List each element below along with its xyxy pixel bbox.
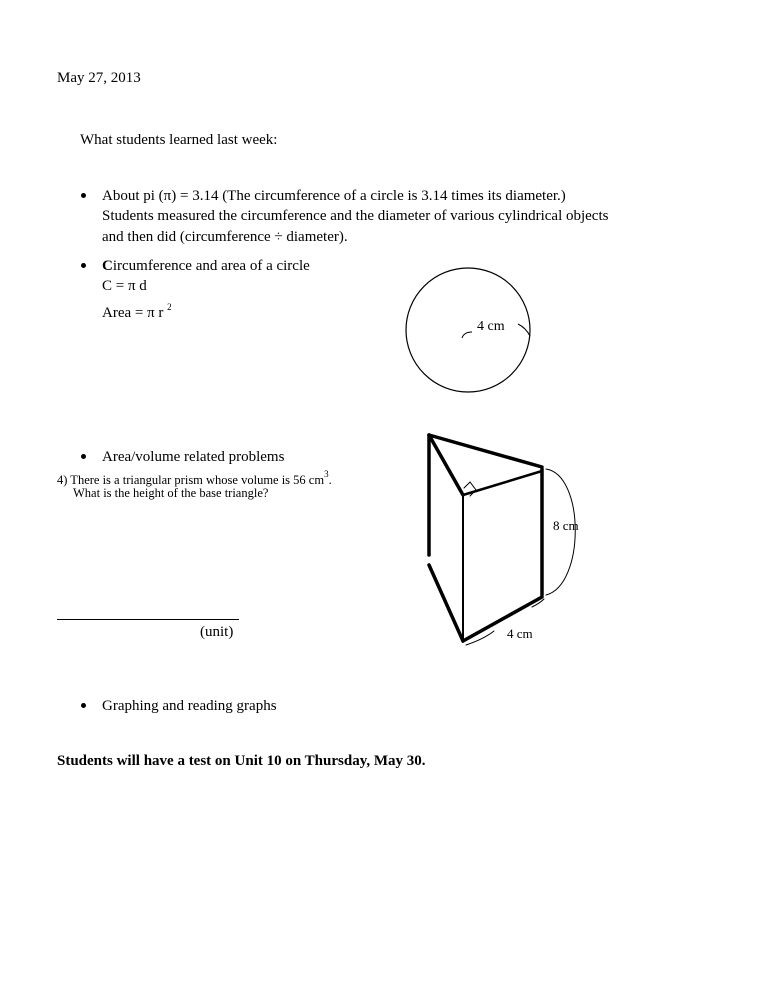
pi-line-3: and then did (circumference ÷ diameter). [102, 229, 348, 245]
area-formula-exponent: 2 [167, 302, 172, 312]
triangular-prism-diagram [420, 425, 590, 650]
bullet-dot [81, 454, 86, 459]
test-notice: Students will have a test on Unit 10 on Thursday, May 30. [57, 753, 426, 769]
bullet-dot [81, 703, 86, 708]
radius-right-tick [518, 324, 530, 336]
bullet-dot [81, 193, 86, 198]
radius-left-tick [462, 332, 472, 338]
intro-heading: What students learned last week: [80, 132, 278, 148]
date: May 27, 2013 [57, 70, 141, 86]
height-label: 8 cm [553, 518, 579, 533]
base-label: 4 cm [507, 626, 533, 641]
answer-unit-label: (unit) [200, 624, 234, 640]
graphing-heading: Graphing and reading graphs [102, 698, 277, 714]
prism-bottom-left-edge [429, 565, 463, 641]
circle-diagram [400, 262, 540, 402]
circle-outline [406, 268, 530, 392]
circle-heading-initial: C [102, 258, 113, 274]
problem-line-1-exponent: 3 [324, 469, 329, 479]
problem-line-1-text: 4) There is a triangular prism whose volume is 56 cm [57, 473, 325, 487]
circle-heading-rest: ircumference and area of a circle [112, 258, 310, 274]
problem-line-1-end: . [328, 473, 332, 487]
problem-line-2: What is the height of the base triangle? [73, 486, 269, 500]
bullet-dot [81, 263, 86, 268]
area-formula [102, 297, 172, 323]
pi-line-2: Students measured the circumference and the diameter of various cylindrical objects [102, 208, 609, 224]
area-formula-base: Area = π r [102, 305, 164, 321]
answer-blank-line[interactable] [57, 619, 239, 620]
circle-heading [102, 256, 310, 276]
area-volume-heading: Area/volume related problems [102, 449, 285, 465]
radius-label: 4 cm [477, 319, 505, 334]
pi-line-1: About pi (π) = 3.14 (The circumference of a circle is 3.14 times its diameter.) [102, 188, 566, 204]
circumference-formula: C = π d [102, 278, 147, 294]
